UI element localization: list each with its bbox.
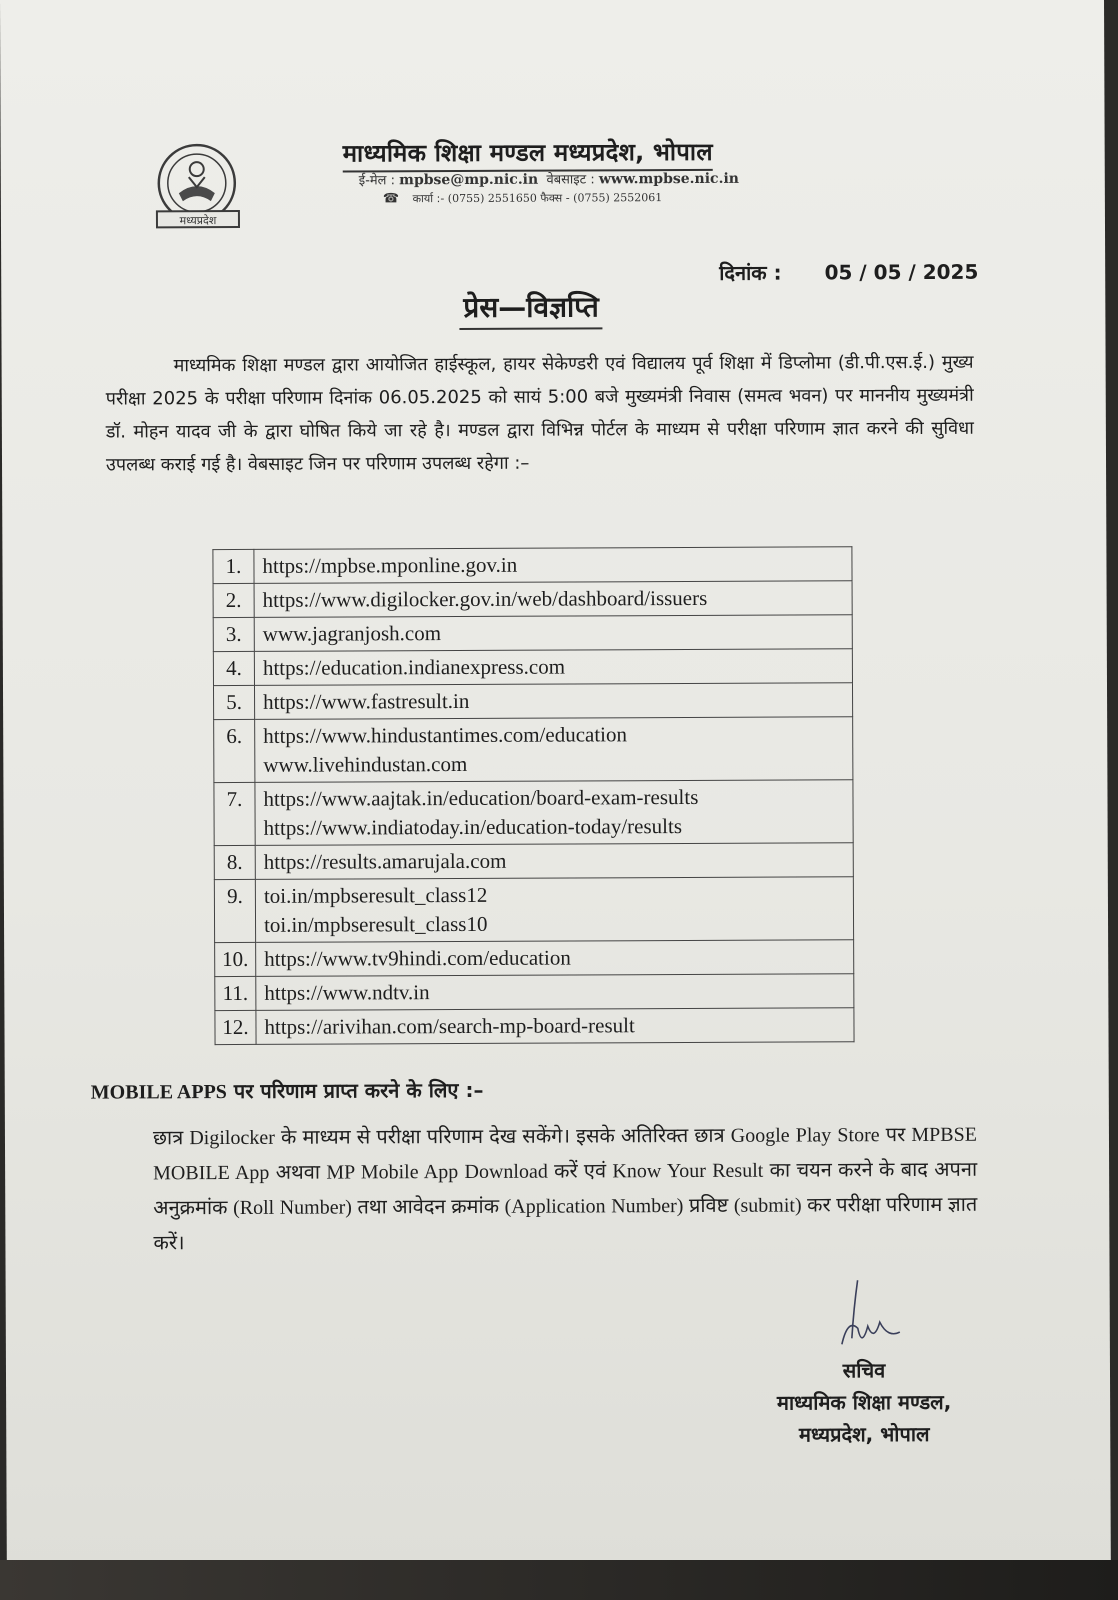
announcement-paragraph: माध्यमिक शिक्षा मण्डल द्वारा आयोजित हाईस्कूल, हायर सेकेण्डरी एवं विद्यालय पूर्व शिक्षा में डिप्लोमा (डी.पी.एस.ई.) मुख्य परीक्षा 2025 के परीक्षा परिणाम दिनांक 06.05.2025 को सायं 5:00 बजे मुख्यमंत्री निवास (समत्व भवन) पर माननीय मुख्यमंत्री डॉ. मोहन यादव जी के द्वारा घोषित किये जा रहे है। मण्डल द्वारा विभिन्न पोर्टल के माध्यम से परीक्षा परिणाम ज्ञात करने की सुविधा उपलब्ध कराई गई है। वेबसाइट जिन पर परिणाम उपलब्ध रहेगा :–: [105, 351, 974, 476]
email-label: ई-मेल :: [358, 173, 396, 189]
phone-number: (0755) 2551650: [447, 191, 537, 206]
fax-label: फैक्स -: [540, 191, 570, 205]
website-url: https://results.amarujala.com: [263, 848, 507, 874]
board-seal-logo: [149, 141, 247, 233]
signoff-designation: सचिव: [842, 1358, 886, 1383]
website-cell: [256, 940, 854, 977]
email-address: mpbse@mp.nic.in: [399, 171, 539, 189]
website-url: https://mpbse.mponline.gov.in: [262, 552, 518, 578]
website-address: www.mpbse.nic.in: [598, 170, 739, 188]
row-number: 7.: [214, 782, 255, 845]
table-row: [214, 717, 853, 783]
website-url: https://arivihan.com/search-mp-board-result: [264, 1013, 635, 1039]
table-row: [213, 581, 852, 618]
website-url: https://www.hindustantimes.com/education: [263, 722, 628, 748]
table-row: [215, 1008, 854, 1045]
website-cell: [256, 974, 854, 1011]
table-row: [215, 940, 854, 977]
website-cell: [255, 780, 853, 846]
contact-email-website: [359, 169, 739, 189]
website-url: toi.in/mpbseresult_class12: [263, 882, 488, 908]
row-number: 6.: [214, 719, 255, 782]
row-number: 9.: [214, 879, 255, 942]
press-release-title: प्रेस—विज्ञप्ति: [459, 287, 603, 330]
website-cell: [255, 843, 853, 880]
signoff-org-line2: मध्यप्रदेश, भोपाल: [798, 1421, 930, 1447]
row-number: 1.: [213, 549, 254, 583]
row-number: 8.: [214, 845, 255, 879]
website-url: https://education.indianexpress.com: [262, 654, 566, 680]
date-value: 05 / 05 / 2025: [824, 259, 979, 285]
contact-phone-fax: [383, 190, 662, 206]
table-row: [213, 615, 852, 652]
website-cell: [254, 683, 852, 720]
mobile-apps-heading: [91, 1076, 484, 1105]
mobile-apps-heading-hi: पर परिणाम प्राप्त करने के लिए :–: [233, 1077, 484, 1103]
website-cell: [254, 581, 852, 618]
table-row: [213, 649, 852, 686]
table-row: [213, 683, 852, 720]
row-number: 4.: [213, 651, 254, 685]
website-cell: [254, 547, 852, 584]
row-number: 11.: [215, 976, 256, 1010]
mobile-apps-heading-en: MOBILE APPS: [90, 1081, 227, 1104]
website-cell: [255, 717, 853, 783]
telephone-icon: ☎: [382, 191, 400, 207]
fax-number: (0755) 2552061: [573, 191, 663, 205]
website-cell: [254, 615, 852, 652]
row-number: 10.: [215, 942, 256, 976]
website-cell: [254, 649, 852, 686]
result-websites-table: [212, 546, 854, 1045]
website-url-secondary: www.livehindustan.com: [263, 751, 468, 777]
row-number: 5.: [213, 685, 254, 719]
phone-label: कार्या :-: [412, 192, 445, 206]
website-url-secondary: toi.in/mpbseresult_class10: [263, 911, 488, 937]
signoff-block: [754, 1354, 974, 1451]
website-label: वेबसाइट :: [546, 172, 595, 188]
website-url: https://www.ndtv.in: [264, 980, 430, 1005]
table-row: [214, 877, 853, 943]
row-number: 2.: [213, 583, 254, 617]
row-number: 3.: [213, 617, 254, 651]
mobile-apps-paragraph: छात्र Digilocker के माध्यम से परीक्षा परिणाम देख सकेंगे। इसके अतिरिक्त छात्र Google Play Store पर MPBSE MOBILE App अथवा MP Mobile App Download करें एवं Know Your Result का चयन करने के बाद अपना अनुक्रमांक (Roll Number) तथा आवेदन क्रमांक (Application Number) प्रविष्ट (submit) कर परीक्षा परिणाम ज्ञात करें।: [152, 1123, 978, 1255]
website-url: https://www.tv9hindi.com/education: [264, 945, 571, 971]
table-row: [214, 843, 853, 880]
website-url: https://www.digilocker.gov.in/web/dashboard/issuers: [262, 585, 708, 612]
date-label: दिनांक :: [719, 260, 782, 285]
background-edge: [0, 1560, 1118, 1600]
date-line: [719, 258, 978, 286]
website-cell: [256, 1008, 854, 1045]
seal-label: मध्यप्रदेश: [179, 214, 217, 228]
signoff-org-line1: माध्यमिक शिक्षा मण्डल,: [776, 1389, 952, 1415]
row-number: 12.: [215, 1010, 256, 1044]
website-url: https://www.fastresult.in: [263, 688, 470, 714]
organization-title: माध्यमिक शिक्षा मण्डल मध्यप्रदेश, भोपाल: [343, 135, 713, 173]
table-row: [213, 547, 852, 584]
table-row: [214, 780, 853, 846]
table-row: [215, 974, 854, 1011]
website-url: https://www.aajtak.in/education/board-exam-results: [263, 784, 699, 811]
website-url: www.jagranjosh.com: [262, 621, 442, 646]
website-url-secondary: https://www.indiatoday.in/education-today/results: [263, 814, 683, 840]
website-cell: [255, 877, 853, 943]
